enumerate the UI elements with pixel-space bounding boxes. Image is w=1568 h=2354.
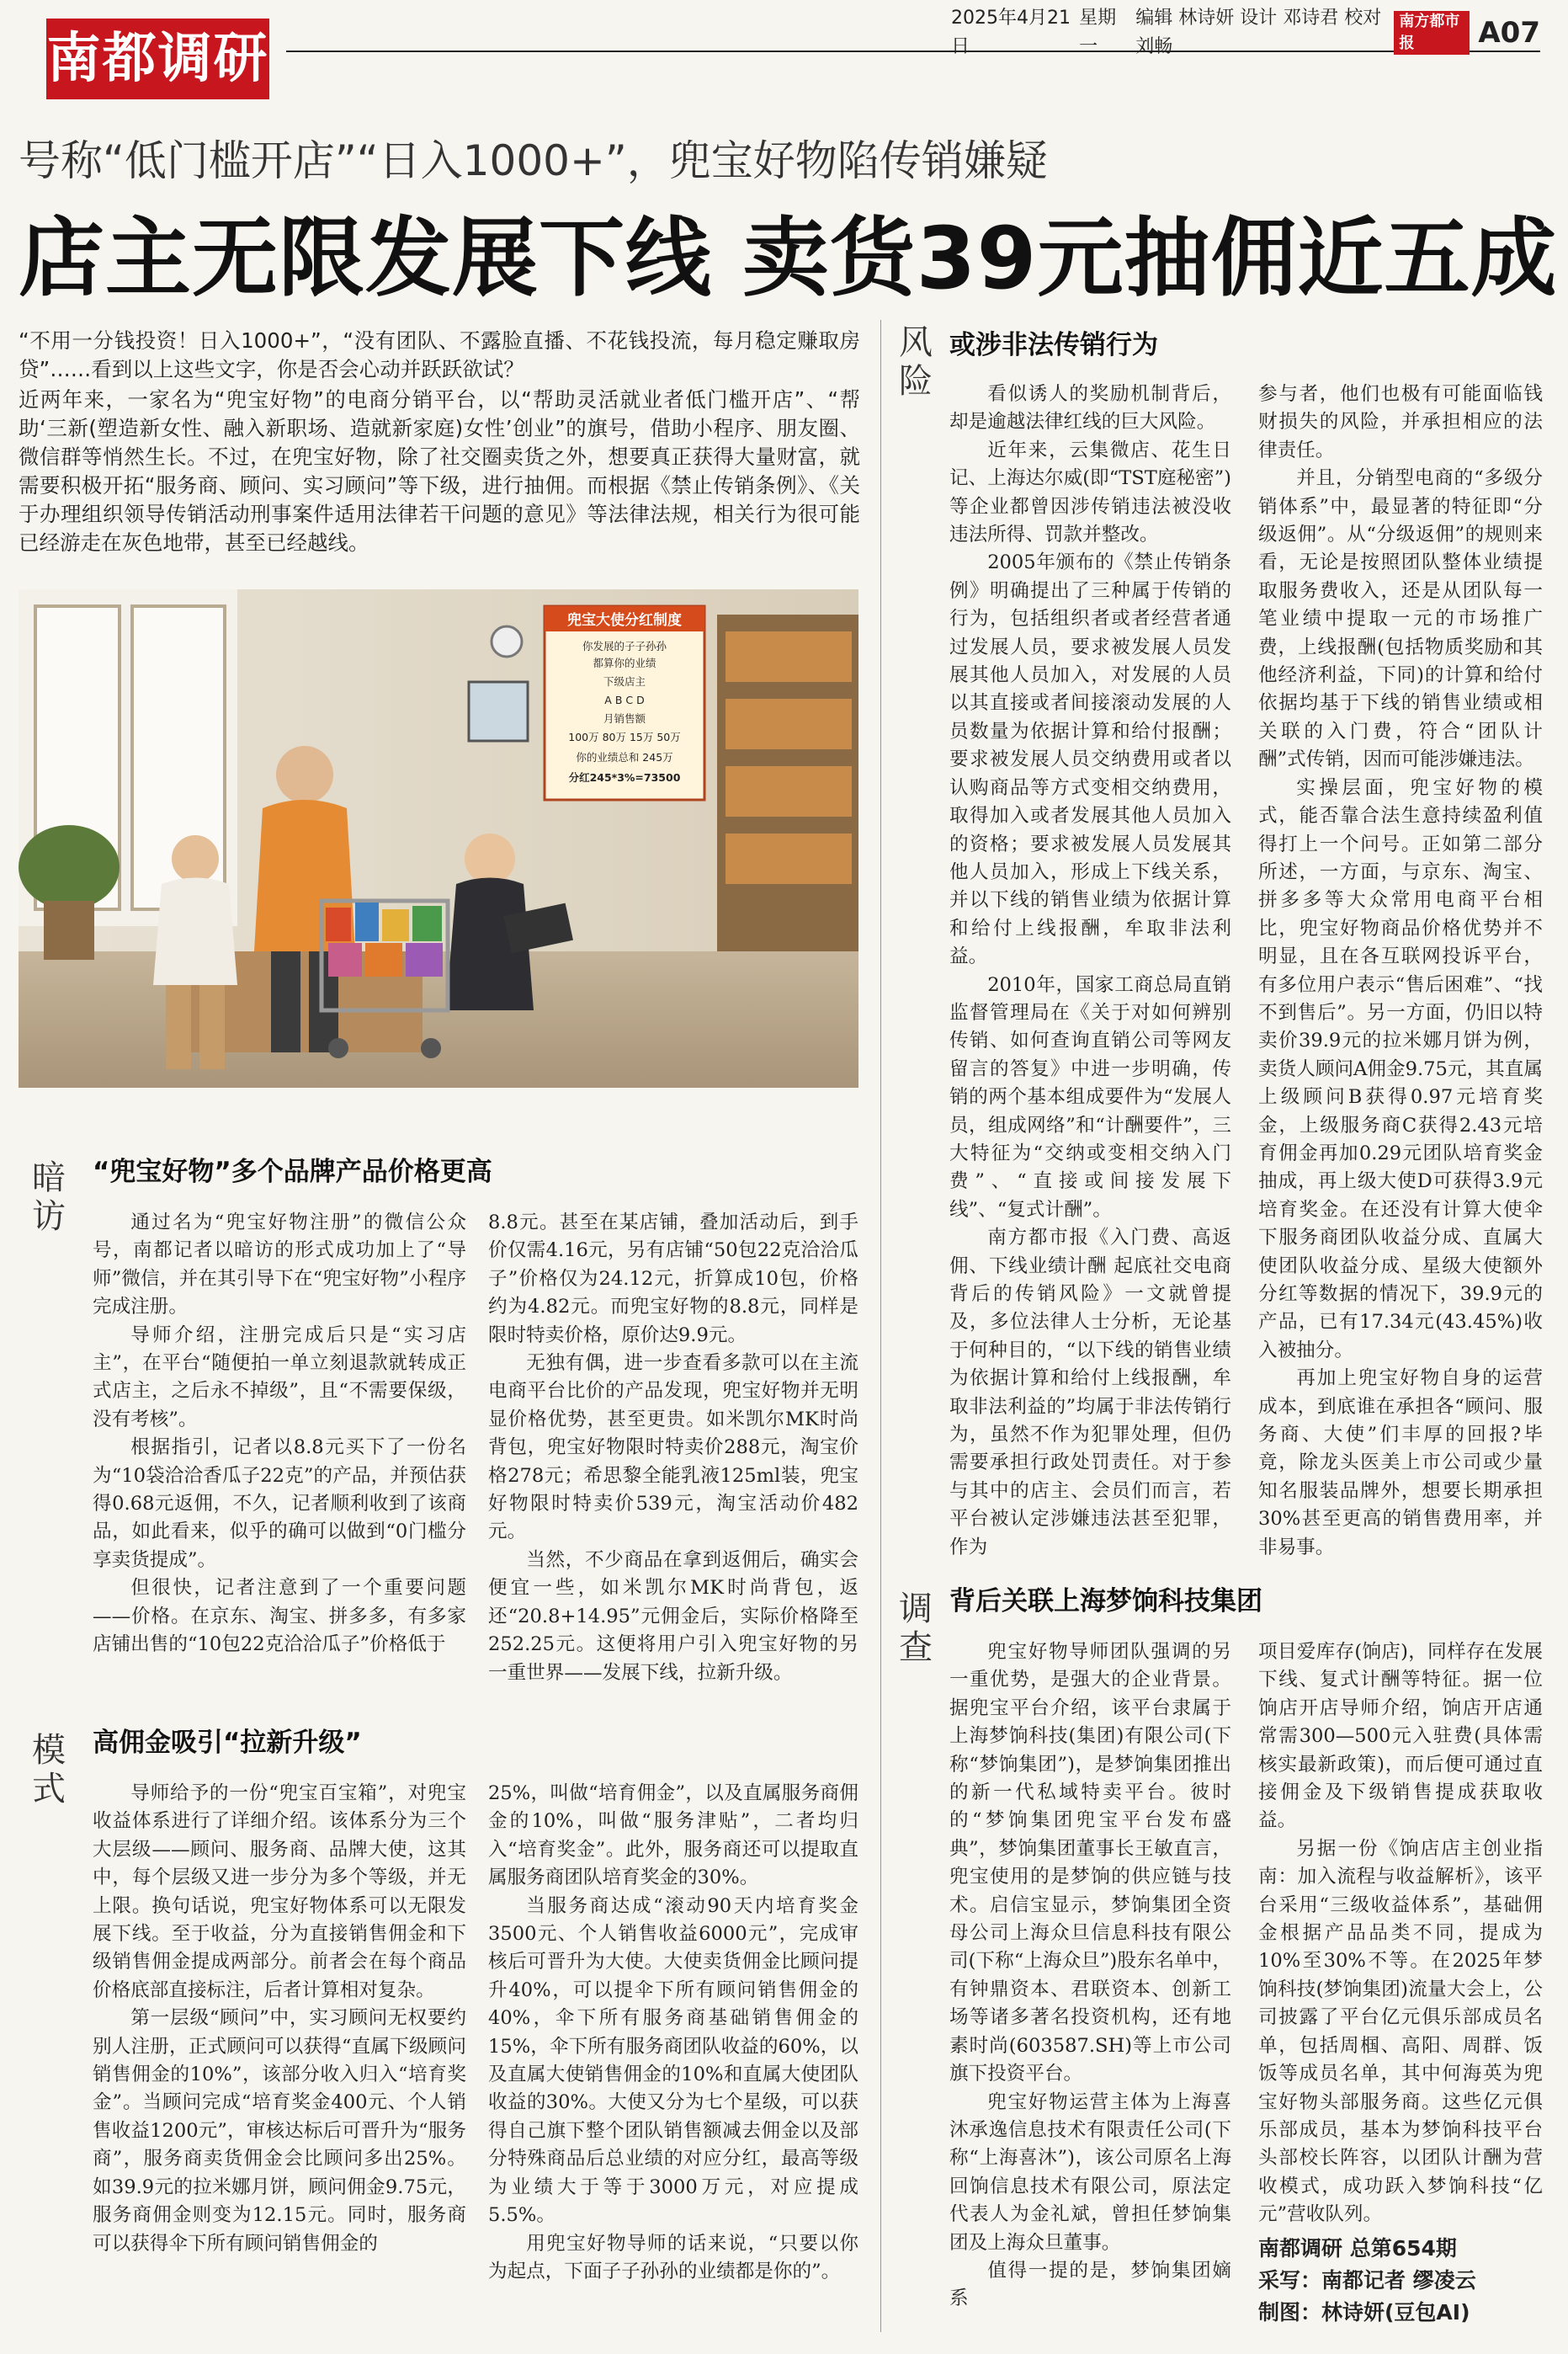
sign-line: 月销售额: [603, 712, 646, 725]
paragraph: 再加上兜宝好物自身的运营成本，到底谁在承担各“顾问、服务商、大使”们丰厚的回报?毕竟，除龙头医美上市公司或少量知名服装品牌外，想要长期承担30%甚至更高的销售费用率，并非易事。: [1258, 1367, 1543, 1558]
section-title-diaocha: 背后关联上海梦饷科技集团: [949, 1586, 1262, 1616]
section-title-fengxian: 或涉非法传销行为: [949, 330, 1158, 360]
kicker-headline: 号称“低门槛开店”“日入1000+”，兜宝好物陷传销嫌疑: [19, 136, 1048, 185]
lead-paragraph-2: 近两年来，一家名为“兜宝好物”的电商分销平台，以“帮助灵活就业者低门槛开店”、“帮助‘三新(塑造新女性、融入新职场、造就新家庭)女性’创业”的旗号，借助小程序、朋友圈、微信群等悄然生长。不过，在兜宝好物，除了社交圈卖货之外，想要真正获得大量财富，就需要积极开拓“服务商、顾问、实习顾问”等下级，进行抽佣。而根据《禁止传销条例》、《关于办理组织领导传销活动刑事案件适用法律若干问题的意见》等法律法规，相关行为很可能已经游走在灰色地带，甚至已经越线。: [19, 387, 860, 555]
shop-scene-image: [19, 589, 858, 1088]
paragraph: 8.8元。甚至在某店铺，叠加活动后，到手价仅需4.16元，另有店铺“50包22克洽洽瓜子”价格仅为24.12元，折算成10包，价格约为4.82元。而兜宝好物的8.8元，同样是限时特卖价格，原价达9.9元。: [488, 1212, 858, 1346]
lead-paragraphs: [19, 327, 860, 559]
diaocha-column-2: [1258, 1638, 1543, 2229]
page-number: A07: [1478, 16, 1540, 50]
section-title-moshi: 高佣金吸引“拉新升级”: [93, 1728, 362, 1758]
paragraph: 当服务商达成“滚动90天内培育奖金3500元、个人销售收益6000元”，完成审核后可晋升为大使。大使卖货佣金比顾问提升40%，可以提伞下所有顾问销售佣金的40%，伞下所有服务商基础销售佣金的15%，伞下所有服务商团队收益的60%，以及直属大使销售佣金的10%和直属大使团队收益的30%。大使又分为七个星级，可以获得自己旗下整个团队销售额减去佣金以及部分特殊商品后总业绩的对应分红，最高等级为业绩大于等于3000万元，对应提成5.5%。: [488, 1894, 858, 2227]
weekday: 星期一: [1079, 8, 1117, 57]
moshi-column-1: [93, 1780, 466, 2258]
paragraph: 第一层级“顾问”中，实习顾问无权要约别人注册，正式顾问可以获得“直属下级顾问销售佣金的10%”，该部分收入归入“培育奖金”。当顾问完成“培育奖金400元、个人销售收益1200元”，审核达标后可晋升为“服务商”，服务商卖货佣金会比顾问多出25%。如39.9元的拉米娜月饼，顾问佣金9.75元，服务商佣金则变为12.15元。同时，服务商可以获得伞下所有顾问销售佣金的: [93, 2007, 466, 2255]
section-mark-moshi: 模式: [32, 1731, 66, 1808]
sign-line: 下级店主: [603, 675, 646, 688]
anfang-column-2: [488, 1209, 858, 1687]
paragraph: 2005年颁布的《禁止传销条例》明确提出了三种属于传销的行为，包括组织者或者经营者通过发展人员，要求被发展人员发展其他人员加入，对发展的人员以其直接或者间接滚动发展的人员数量为依据计算和给付报酬；要求被发展人员交纳费用或者以认购商品等方式变相交纳费用，取得加入或者发展其他人员加入的资格；要求被发展人员发展其他人员加入，形成上下线关系，并以下线的销售业绩为依据计算和给付上线报酬，牟取非法利益。: [949, 551, 1231, 968]
paragraph: 并且，分销型电商的“多级分销体系”中，最显著的特征即“分级返佣”。从“分级返佣”的规则来看，无论是按照团队整体业绩提取服务费收入，还是从团队每一笔业绩中提取一元的市场推广费，上线报酬(包括物质奖励和其他经济利益，下同)的计算和给付依据均基于下线的销售业绩或相关联的入门费，符合“团队计酬”式传销，因而可能涉嫌违法。: [1258, 467, 1543, 771]
paragraph: 当然，不少商品在拿到返佣后，确实会便宜一些，如米凯尔MK时尚背包，返还“20.8+14.95”元佣金后，实际价格降至252.25元。这便将用户引入兜宝好物的另一重世界——发展下线，拉新升级。: [488, 1548, 858, 1684]
paragraph: 用兜宝好物导师的话来说，“只要以你为起点，下面子子孙孙的业绩都是你的”。: [488, 2232, 858, 2282]
sign-line: 都算你的业绩: [593, 657, 656, 669]
paragraph: 南方都市报《入门费、高返佣、下线业绩计酬 起底社交电商背后的传销风险》一文就曾提及，多位法律人士分析，无论基于何种目的，“以下线的销售业绩为依据计算和给付上线报酬，牟取非法利益的”均属于非法传销行为，虽然不作为犯罪处理，但仍需要承担行政处罚责任。对于参与其中的店主、会员们而言，若平台被认定涉嫌违法甚至犯罪，作为: [949, 1227, 1231, 1558]
illustration: [19, 589, 858, 1088]
section-title-anfang: “兜宝好物”多个品牌产品价格更高: [93, 1157, 492, 1187]
column-divider: [880, 320, 881, 2332]
credit-line: 南都调研 总第654期: [1258, 2236, 1457, 2261]
sign-title: 兜宝大使分红制度: [567, 612, 682, 629]
sign-line: 100万 80万 15万 50万: [568, 731, 681, 743]
paper-logo: 南方都市报: [1394, 11, 1470, 55]
paragraph: 导师给予的一份“兜宝百宝箱”，对兜宝收益体系进行了详细介绍。该体系分为三个大层级——顾问、服务商、品牌大使，这其中，每个层级又进一步分为多个等级，并无上限。换句话说，兜宝好物体系可以无限发展下线。至于收益，分为直接销售佣金和下级销售佣金提成两部分。前者会在每个商品价格底部直接标注，后者计算相对复杂。: [93, 1782, 466, 2001]
column-badge: 南都调研: [46, 19, 269, 99]
sign-line: 分红245*3%=73500: [568, 771, 681, 784]
paragraph: 兜宝好物导师团队强调的另一重优势，是强大的企业背景。据兜宝平台介绍，该平台隶属于上海梦饷科技(集团)有限公司(下称“梦饷集团”)，是梦饷集团推出的新一代私域特卖平台。彼时的“梦饷集团兜宝平台发布盛典”，梦饷集团董事长王敏直言，兜宝使用的是梦饷的供应链与技术。启信宝显示，梦饷集团全资母公司上海众旦信息科技有限公司(下称“上海众旦”)股东名单中，有钟鼎资本、君联资本、创新工场等诸多著名投资机构，还有地素时尚(603587.SH)等上市公司旗下投资平台。: [949, 1641, 1231, 2085]
fengxian-column-1: [949, 381, 1231, 1562]
lead-paragraph-1: “不用一分钱投资！日入1000+”，“没有团队、不露脸直播、不花钱投流，每月稳定赚取房贷”……看到以上这些文字，你是否会心动并跃跃欲试？: [19, 328, 860, 381]
paragraph: 近年来，云集微店、花生日记、上海达尔威(即“TST庭秘密”)等企业都曾因涉传销违法被没收违法所得、罚款并整改。: [949, 439, 1231, 546]
paragraph: 值得一提的是，梦饷集团嫡系: [949, 2259, 1231, 2310]
section-mark-anfang: 暗访: [32, 1158, 66, 1236]
sign-line: A B C D: [604, 694, 645, 706]
paragraph: 根据指引，记者以8.8元买下了一份名为“10袋洽洽香瓜子22克”的产品，并预估获得0.68元返佣，不久，记者顺利收到了该商品，如此看来，似乎的确可以做到“0门槛分享卖货提成”。: [93, 1436, 466, 1571]
paragraph: 导师介绍，注册完成后只是“实习店主”，在平台“随便拍一单立刻退款就转成正式店主，之后永不掉级”，且“不需要保级，没有考核”。: [93, 1323, 466, 1430]
paragraph: 但很快，记者注意到了一个重要问题——价格。在京东、淘宝、拼多多，有多家店铺出售的“10包22克洽洽瓜子”价格低于: [93, 1577, 466, 1656]
paragraph: 无独有偶，进一步查看多款可以在主流电商平台比价的产品发现，兜宝好物并无明显价格优势，甚至更贵。如米凯尔MK时尚背包，兜宝好物限时特卖价288元，淘宝价格278元；希思黎全能乳液125ml装，兜宝好物限时特卖价539元，淘宝活动价482元。: [488, 1352, 858, 1543]
moshi-column-2: [488, 1780, 858, 2286]
sign-line: 你的业绩总和 245万: [576, 751, 673, 764]
dateline: [951, 8, 1540, 57]
article-credits: [1258, 2233, 1543, 2329]
credit-line: 采写：南都记者 缪凌云: [1258, 2268, 1476, 2293]
staff-credits: 编辑 林诗妍 设计 邓诗君 校对 刘畅: [1135, 8, 1382, 57]
paragraph: 通过名为“兜宝好物注册”的微信公众号，南都记者以暗访的形式成功加上了“导师”微信，并在其引导下在“兜宝好物”小程序完成注册。: [93, 1212, 466, 1318]
paragraph: 25%，叫做“培育佣金”，以及直属服务商佣金的10%，叫做“服务津贴”，二者均归入“培育奖金”。此外，服务商还可以提取直属服务商团队培育奖金的30%。: [488, 1782, 858, 1889]
issue-date: 2025年4月21日: [951, 8, 1071, 57]
diaocha-column-1: [949, 1638, 1231, 2314]
paragraph: 另据一份《饷店店主创业指南：加入流程与收益解析》，该平台采用“三级收益体系”，基础佣金根据产品品类不同，提成为10%至30%不等。在2025年梦饷科技(梦饷集团)流量大会上，公司披露了平台亿元俱乐部成员名单，包括周椢、高阳、周群、饭饭等成员名单，其中何海英为兜宝好物头部服务商。这些亿元俱乐部成员，基本为梦饷科技平台头部校长阵容，以团队计酬为营收模式，成功跃入梦饷科技“亿元”营收队列。: [1258, 1837, 1543, 2226]
paragraph: 看似诱人的奖励机制背后，却是逾越法律红线的巨大风险。: [949, 383, 1231, 434]
credit-line: 制图：林诗妍(豆包AI): [1258, 2300, 1470, 2325]
fengxian-column-2: [1258, 381, 1543, 1562]
anfang-column-1: [93, 1209, 466, 1659]
sign-line: 你发展的子子孙孙: [582, 640, 667, 652]
main-headline: 店主无限发展下线 卖货39元抽佣近五成: [19, 209, 1558, 309]
section-mark-fengxian: 风险: [899, 323, 933, 401]
section-mark-diaocha: 调查: [899, 1590, 933, 1667]
paragraph: 参与者，他们也极有可能面临钱财损失的风险，并承担相应的法律责任。: [1258, 383, 1543, 461]
paragraph: 2010年，国家工商总局直销监督管理局在《关于对如何辨别传销、如何查询直销公司等网友留言的答复》中进一步明确，传销的两个基本组成要件为“发展人员，组成网络”和“计酬要件”，三大特征为“交纳或变相交纳入门费”、“直接或间接发展下线”、“复式计酬”。: [949, 973, 1231, 1221]
paragraph: 兜宝好物运营主体为上海喜沐承逸信息技术有限责任公司(下称“上海喜沐”)，该公司原名上海回饷信息技术有限公司，原法定代表人为金礼斌，曾担任梦饷集团及上海众旦董事。: [949, 2090, 1231, 2254]
paragraph: 实操层面，兜宝好物的模式，能否靠合法生意持续盈利值得打上一个问号。正如第二部分所述，一方面，与京东、淘宝、拼多多等大众常用电商平台相比，兜宝好物商品价格优势并不明显，且在各互联网投诉平台，有多位用户表示“售后困难”、“找不到售后”。另一方面，仍旧以特卖价39.9元的拉米娜月饼为例，卖货人顾问A佣金9.75元，其直属上级顾问B获得0.97元培育奖金，上级服务商C获得2.43元培育佣金再加0.29元团队培育奖金抽成，再上级大使D可获得3.9元培育奖金。在还没有计算大使伞下服务商团队收益分成、直属大使团队收益分成、星级大使额外分红等数据的情况下，39.9元的产品，已有17.34元(43.45%)收入被抽分。: [1258, 776, 1543, 1361]
paragraph: 项目爱库存(饷店)，同样存在发展下线、复式计酬等特征。据一位饷店开店导师介绍，饷店开店通常需300—500元入驻费(具体需核实最新政策)，而后便可通过直接佣金及下级销售提成获取收益。: [1258, 1641, 1543, 1832]
